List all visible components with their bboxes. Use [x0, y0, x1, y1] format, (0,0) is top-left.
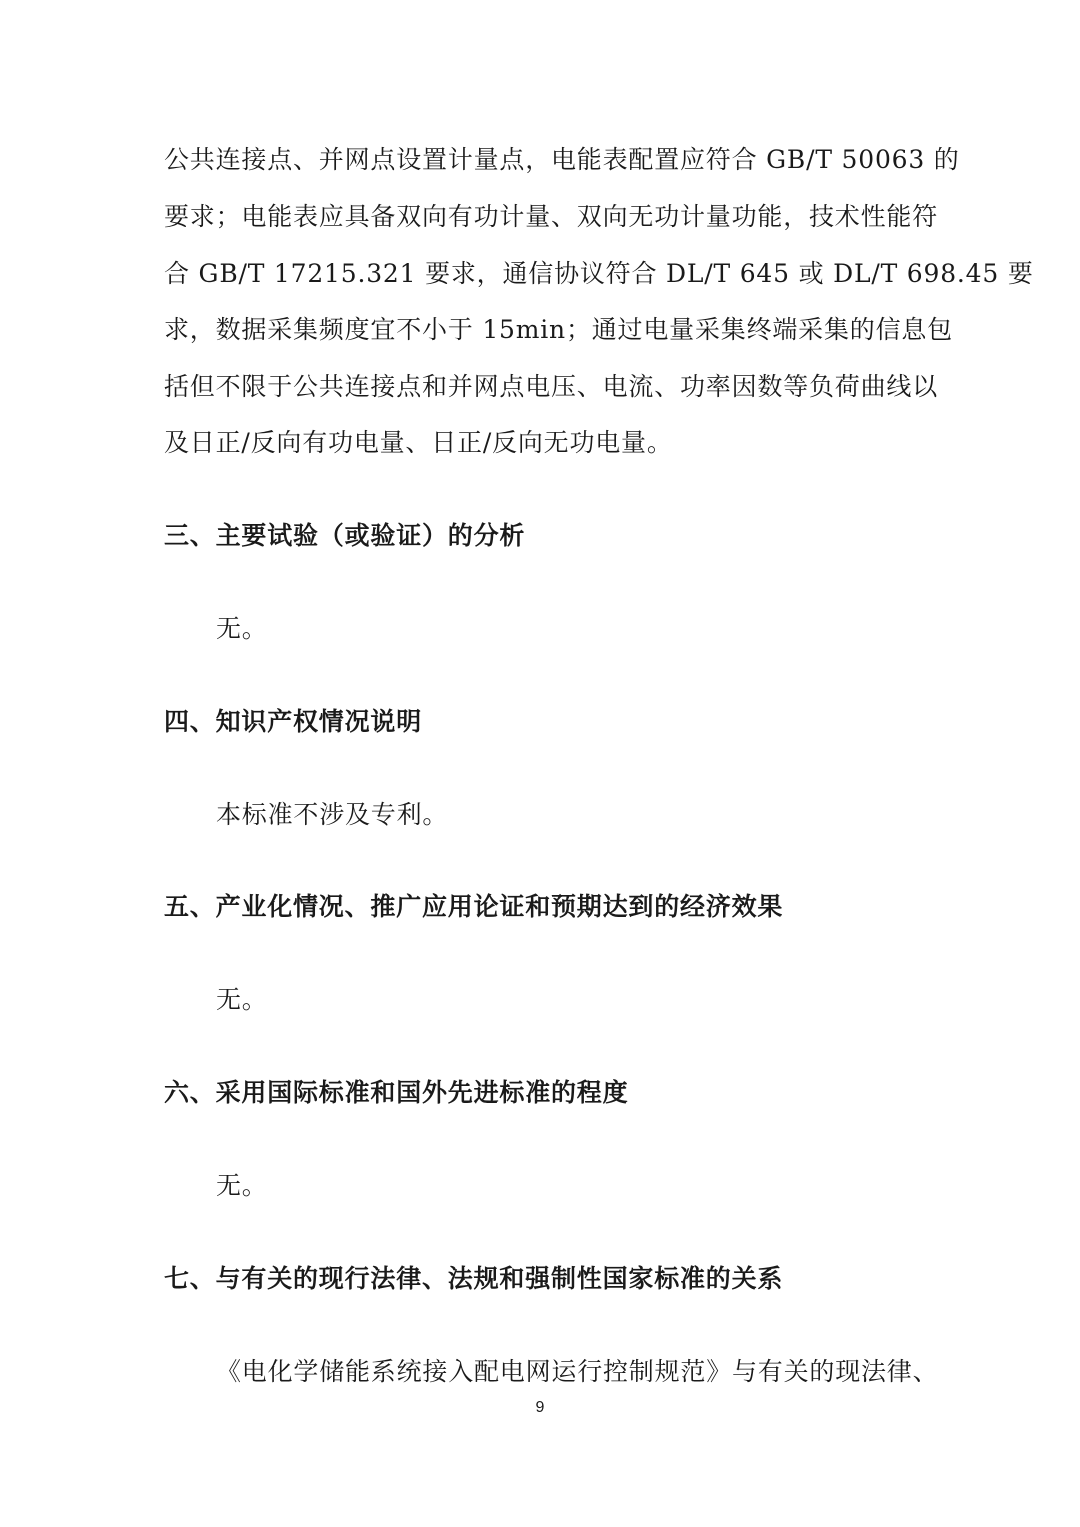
- paragraph-line: 要求；电能表应具备双向有功计量、双向无功计量功能，技术性能符: [164, 202, 939, 231]
- section-body: 本标准不涉及专利。: [216, 800, 449, 829]
- paragraph-line: 公共连接点、并网点设置计量点，电能表配置应符合 GB/T 50063 的: [164, 145, 960, 174]
- paragraph-line: 求，数据采集频度宜不小于 15min；通过电量采集终端采集的信息包: [164, 315, 953, 344]
- paragraph-line: 合 GB/T 17215.321 要求，通信协议符合 DL/T 645 或 DL/T 698.45 要: [164, 259, 1034, 288]
- section-body: 无。: [216, 985, 268, 1014]
- paragraph-line: 及日正/反向有功电量、日正/反向无功电量。: [164, 428, 673, 457]
- paragraph-line: 括但不限于公共连接点和并网点电压、电流、功率因数等负荷曲线以: [164, 372, 939, 401]
- section-body: 无。: [216, 1171, 268, 1200]
- section-heading: 四、知识产权情况说明: [164, 707, 423, 736]
- section-body: 无。: [216, 614, 268, 643]
- section-heading: 六、采用国际标准和国外先进标准的程度: [164, 1078, 629, 1107]
- section-body: 《电化学储能系统接入配电网运行控制规范》与有关的现法律、: [216, 1357, 939, 1386]
- section-heading: 七、与有关的现行法律、法规和强制性国家标准的关系: [164, 1264, 784, 1293]
- section-heading: 三、主要试验（或验证）的分析: [164, 521, 526, 550]
- page-number: 9: [535, 1399, 545, 1416]
- section-heading: 五、产业化情况、推广应用论证和预期达到的经济效果: [164, 892, 784, 921]
